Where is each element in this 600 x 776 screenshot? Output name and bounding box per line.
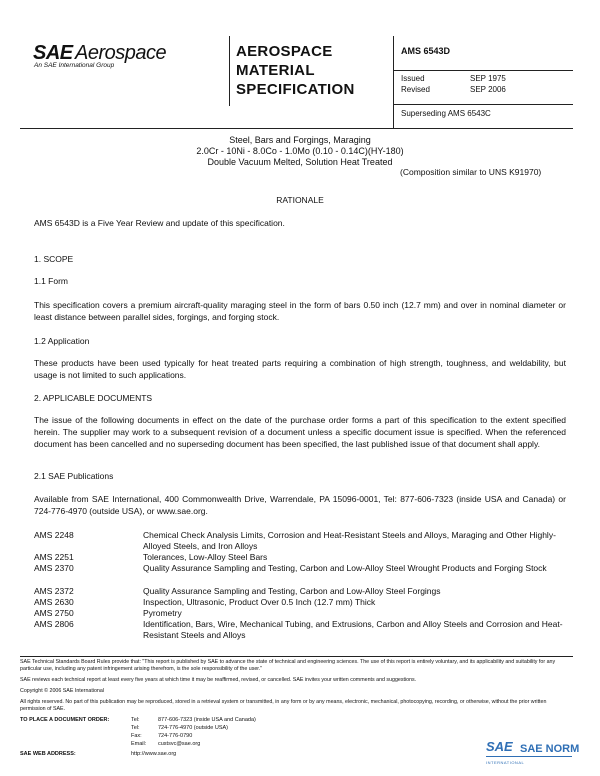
tel-outside-usa: 724-776-4970 (outside USA) xyxy=(158,725,229,731)
sae-logo: SAE xyxy=(33,42,73,64)
ref-code: AMS 2251 xyxy=(34,552,74,562)
section-application-heading: 1.2 Application xyxy=(34,336,90,346)
document-type-title xyxy=(236,42,355,99)
ref-title: Identification, Bars, Wire, Mechanical Tubing, and Extrusions, Carbon and Alloy Steels and Corrosion and Heat-Resistant Steels and Alloys xyxy=(143,619,563,640)
composition-note: (Composition similar to UNS K91970) xyxy=(400,167,542,177)
tel-label: Tel: xyxy=(131,725,140,731)
superseding-note: Superseding AMS 6543C xyxy=(401,109,491,118)
header-bottom-rule xyxy=(20,128,573,129)
revised-label: Revised xyxy=(401,85,430,94)
revised-date: SEP 2006 xyxy=(470,85,506,94)
application-paragraph: These products have been used typically for heat treated parts requiring a combination of high strength, toughness, and weldability, but usage is not limited to such applications. xyxy=(34,358,566,380)
title-line-3: SPECIFICATION xyxy=(236,81,355,98)
doc-title-line-1: Steel, Bars and Forgings, Maraging xyxy=(229,135,371,145)
issued-label: Issued xyxy=(401,74,425,83)
footer-review-notice: SAE reviews each technical report at least every five years at which time it may be reaffirmed, revised, or cancelled. SAE invites your written comments and suggestions. xyxy=(20,677,417,683)
section-sae-publications-heading: 2.1 SAE Publications xyxy=(34,471,114,481)
ref-title: Pyrometry xyxy=(143,608,182,618)
fax-label: Fax: xyxy=(131,733,142,739)
web-link[interactable]: http://www.sae.org xyxy=(131,751,177,757)
email-label: Email: xyxy=(131,741,147,747)
ref-code: AMS 2630 xyxy=(34,597,74,607)
ref-title: Tolerances, Low-Alloy Steel Bars xyxy=(143,552,268,562)
rationale-heading: RATIONALE xyxy=(276,195,324,205)
form-paragraph: This specification covers a premium aircraft-quality maraging steel in the form of bars 0.50 inch (12.7 mm) and over in nominal diameter or least distance between parallel sides, forgings, and forging stock. xyxy=(34,300,566,322)
sae-norm-logo: SAE xyxy=(486,739,513,754)
ref-title: Inspection, Ultrasonic, Product Over 0.5 Inch (12.7 mm) Thick xyxy=(143,597,376,607)
section-scope-heading: 1. SCOPE xyxy=(34,254,74,264)
web-label: SAE WEB ADDRESS: xyxy=(20,751,76,757)
footer-copyright: Copyright © 2006 SAE International xyxy=(20,688,104,694)
ref-title: Quality Assurance Sampling and Testing, Carbon and Low-Alloy Steel Forgings xyxy=(143,586,441,596)
divider xyxy=(393,104,573,105)
doc-title-line-3: Double Vacuum Melted, Solution Heat Treated xyxy=(207,157,393,167)
tel-label: Tel: xyxy=(131,717,140,723)
sae-publications-paragraph: Available from SAE International, 400 Commonwealth Drive, Warrendale, PA 15096-0001, Tel: 877-606-7323 (inside USA and Canada) or 724-776-4970 (outside USA), or www.sae.org. xyxy=(34,494,566,516)
tel-inside-usa: 877-606-7323 (inside USA and Canada) xyxy=(158,717,256,723)
footer-rule xyxy=(20,656,573,657)
ref-code: AMS 2248 xyxy=(34,530,74,540)
section-form-heading: 1.1 Form xyxy=(34,276,69,286)
ref-code: AMS 2372 xyxy=(34,586,74,596)
title-line-2: MATERIAL xyxy=(236,62,315,79)
footer-rules-notice: SAE Technical Standards Board Rules provide that: "This report is published by SAE to advance the state of technical and engineering sciences. The use of this report is entirely voluntary, and its applicability and suitability for any particular use, including any patent infringement arising therefrom, is the sole responsibility of the user." xyxy=(20,659,556,672)
title-line-1: AEROSPACE xyxy=(236,43,333,60)
doc-title-line-2: 2.0Cr - 10Ni - 8.0Co - 1.0Mo (0.10 - 0.14C)(HY-180) xyxy=(196,146,404,156)
footer-rights-notice: All rights reserved. No part of this publication may be reproduced, stored in a retrieval system or transmitted, in any form or by any means, electronic, mechanical, photocopying, recording, or otherwise, without the prior written permission of SAE. xyxy=(20,699,547,712)
ref-code: AMS 2750 xyxy=(34,608,74,618)
ref-code: AMS 2806 xyxy=(34,619,74,629)
applicable-paragraph: The issue of the following documents in effect on the date of the purchase order forms a part of this specification to the extent specified herein. The supplier may work to a subsequent revision of a document unless a specific document issue is specified. When the referenced document has been cancelled and no superseding document has been specified, the last published issue of that document shall apply. xyxy=(34,415,566,449)
sae-norm-underline xyxy=(486,756,572,757)
ams-number: AMS 6543D xyxy=(401,46,451,56)
order-label: TO PLACE A DOCUMENT ORDER: xyxy=(20,717,110,723)
sae-norm-text: SAE NORM xyxy=(520,743,580,755)
issued-date: SEP 1975 xyxy=(470,74,506,83)
sae-norm-subtext: INTERNATIONAL xyxy=(486,760,525,765)
rationale-text: AMS 6543D is a Five Year Review and update of this specification. xyxy=(34,218,285,228)
fax-number: 724-776-0790 xyxy=(158,733,193,739)
divider xyxy=(393,70,573,71)
aerospace-logo-text: Aerospace xyxy=(75,42,167,64)
ref-title: Chemical Check Analysis Limits, Corrosion and Heat-Resistant Steels and Alloys, Maraging and Other Highly-Alloyed Steels, and Iron Alloys xyxy=(143,530,556,551)
email-link[interactable]: custsvc@sae.org xyxy=(158,741,201,747)
section-applicable-heading: 2. APPLICABLE DOCUMENTS xyxy=(34,393,153,403)
ref-title: Quality Assurance Sampling and Testing, Carbon and Low-Alloy Steel Wrought Products and Forging Stock xyxy=(143,563,547,573)
ref-code: AMS 2370 xyxy=(34,563,74,573)
logo-subtitle: An SAE International Group xyxy=(34,62,115,69)
